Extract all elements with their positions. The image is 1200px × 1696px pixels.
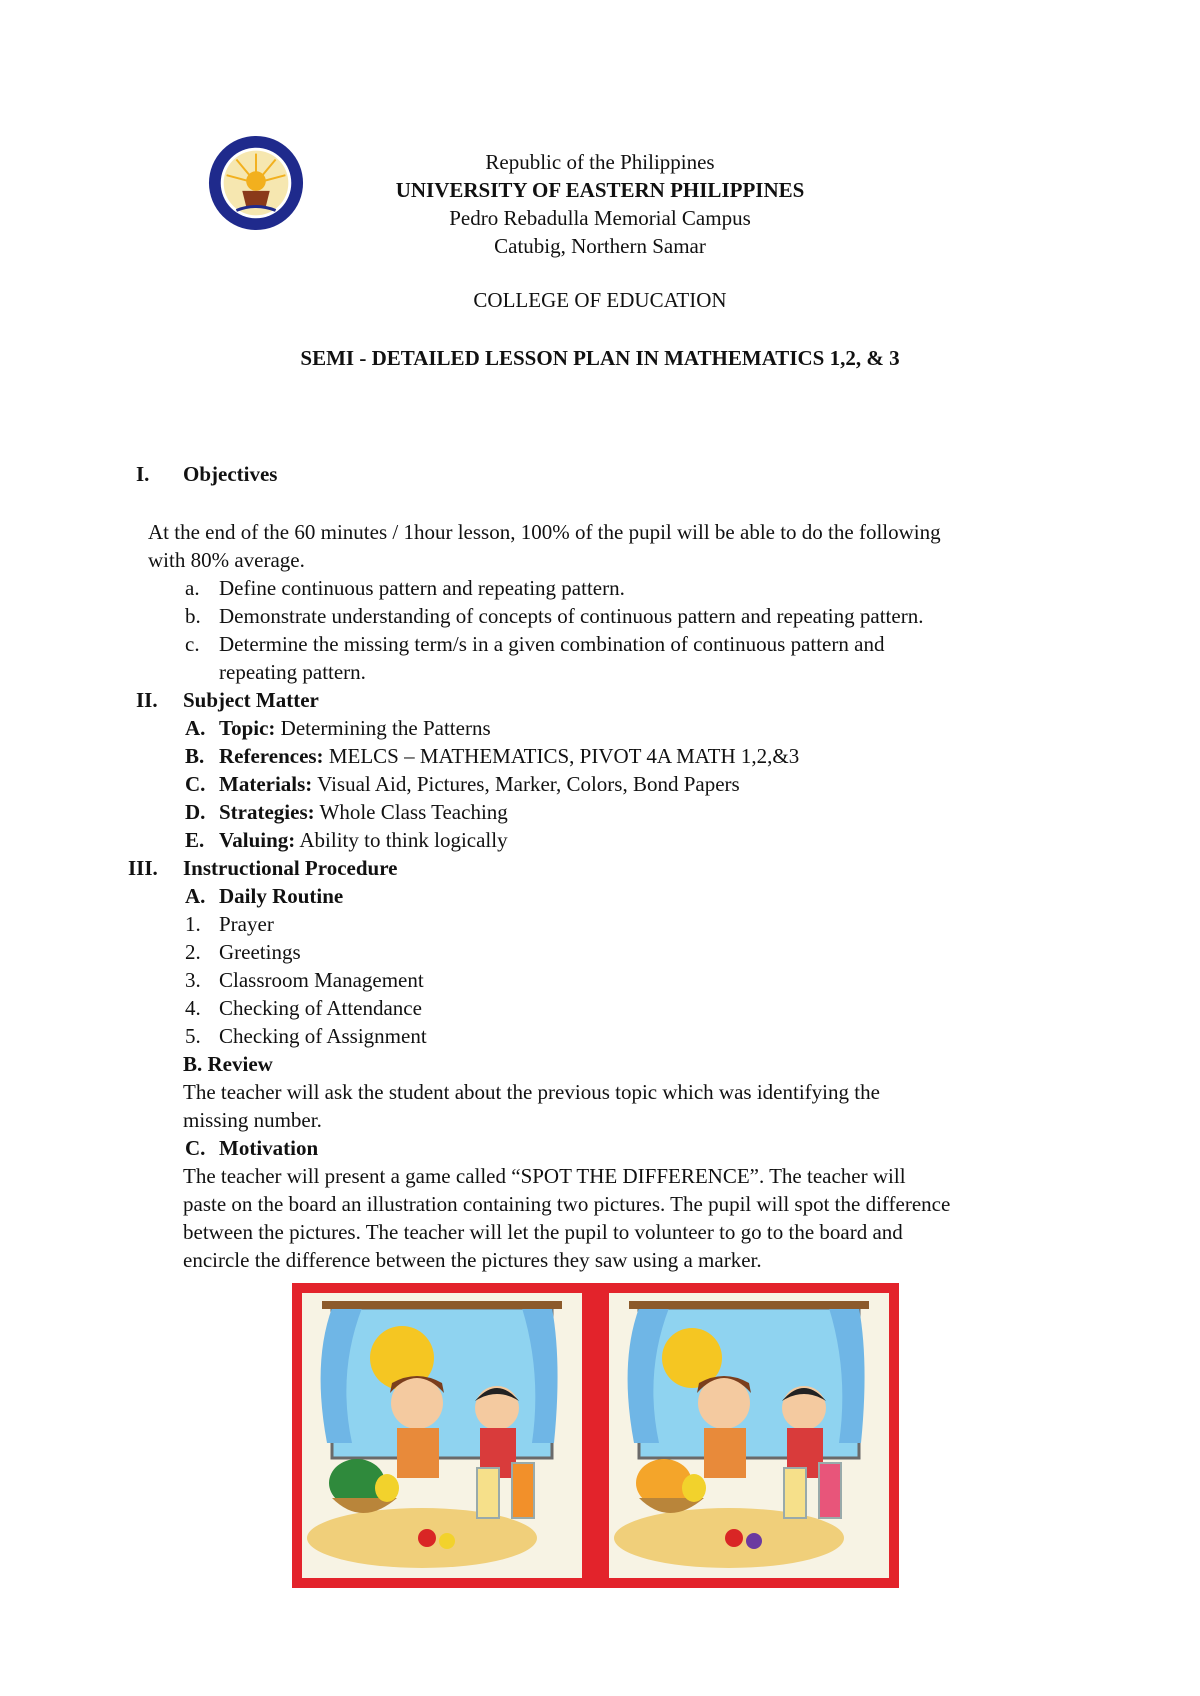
objective-letter: b.	[185, 604, 201, 628]
motivation-letter: C.	[185, 1136, 206, 1160]
review-line2: missing number.	[183, 1108, 322, 1132]
motivation-heading: Motivation	[219, 1136, 319, 1160]
subject-item-references	[219, 742, 799, 770]
subject-label: Strategies:	[219, 800, 315, 824]
objective-item: Determine the missing term/s in a given combination of continuous pattern and	[219, 632, 885, 656]
objective-item: Demonstrate understanding of concepts of continuous pattern and repeating pattern.	[219, 604, 924, 628]
section-heading-objectives: Objectives	[183, 462, 278, 486]
right-picture	[609, 1293, 889, 1578]
subject-label: Materials:	[219, 772, 313, 796]
subject-item-strategies	[219, 798, 508, 826]
subject-value: MELCS – MATHEMATICS, PIVOT 4A MATH 1,2,&3	[323, 744, 800, 768]
subject-value: Whole Class Teaching	[314, 800, 508, 824]
routine-item: Classroom Management	[219, 968, 424, 992]
section-number-subject-matter: II.	[136, 688, 158, 712]
objectives-intro-line1: At the end of the 60 minutes / 1hour lesson, 100% of the pupil will be able to do the following	[148, 520, 941, 544]
section-heading-procedure: Instructional Procedure	[183, 856, 398, 880]
motivation-line3: between the pictures. The teacher will let the pupil to volunteer to go to the board and	[183, 1220, 903, 1244]
section-heading-subject-matter: Subject Matter	[183, 688, 319, 712]
subject-value: Visual Aid, Pictures, Marker, Colors, Bond Papers	[312, 772, 740, 796]
spot-the-difference-illustration	[292, 1283, 899, 1588]
objectives-intro-line2: with 80% average.	[148, 548, 305, 572]
motivation-line4: encircle the difference between the pictures they saw using a marker.	[183, 1248, 762, 1272]
routine-number: 2.	[185, 940, 201, 964]
daily-routine-letter: A.	[185, 884, 206, 908]
lesson-plan-title: SEMI - DETAILED LESSON PLAN IN MATHEMATICS 1,2, & 3	[300, 346, 900, 370]
routine-item: Prayer	[219, 912, 274, 936]
routine-number: 3.	[185, 968, 201, 992]
document-header	[0, 148, 1200, 260]
republic-line: Republic of the Philippines	[485, 150, 715, 174]
section-number-objectives: I.	[136, 462, 150, 486]
routine-number: 5.	[185, 1024, 201, 1048]
motivation-line1: The teacher will present a game called “SPOT THE DIFFERENCE”. The teacher will	[183, 1164, 906, 1188]
section-number-procedure: III.	[128, 856, 158, 880]
review-line1: The teacher will ask the student about the previous topic which was identifying the	[183, 1080, 880, 1104]
objective-item: Define continuous pattern and repeating pattern.	[219, 576, 625, 600]
routine-item: Checking of Assignment	[219, 1024, 427, 1048]
subject-letter: B.	[185, 744, 205, 768]
subject-label: Topic:	[219, 716, 276, 740]
subject-item-materials	[219, 770, 740, 798]
objective-item-continued: repeating pattern.	[219, 660, 366, 684]
subject-item-valuing	[219, 826, 508, 854]
subject-letter: E.	[185, 828, 205, 852]
subject-label: Valuing:	[219, 828, 296, 852]
objective-letter: a.	[185, 576, 200, 600]
subject-letter: C.	[185, 772, 206, 796]
review-heading: B. Review	[183, 1052, 273, 1076]
left-picture	[302, 1293, 582, 1578]
campus-location: Catubig, Northern Samar	[494, 234, 706, 258]
university-name: UNIVERSITY OF EASTERN PHILIPPINES	[395, 178, 805, 202]
routine-item: Checking of Attendance	[219, 996, 422, 1020]
subject-item-topic	[219, 714, 491, 742]
subject-label: References:	[219, 744, 324, 768]
objective-letter: c.	[185, 632, 200, 656]
subject-value: Determining the Patterns	[275, 716, 491, 740]
subject-letter: A.	[185, 716, 206, 740]
routine-number: 1.	[185, 912, 201, 936]
subject-letter: D.	[185, 800, 206, 824]
campus-name: Pedro Rebadulla Memorial Campus	[449, 206, 751, 230]
college-name: COLLEGE OF EDUCATION	[473, 288, 727, 312]
subject-value: Ability to think logically	[295, 828, 508, 852]
routine-item: Greetings	[219, 940, 301, 964]
daily-routine-heading: Daily Routine	[219, 884, 344, 908]
routine-number: 4.	[185, 996, 201, 1020]
motivation-line2: paste on the board an illustration containing two pictures. The pupil will spot the difference	[183, 1192, 951, 1216]
